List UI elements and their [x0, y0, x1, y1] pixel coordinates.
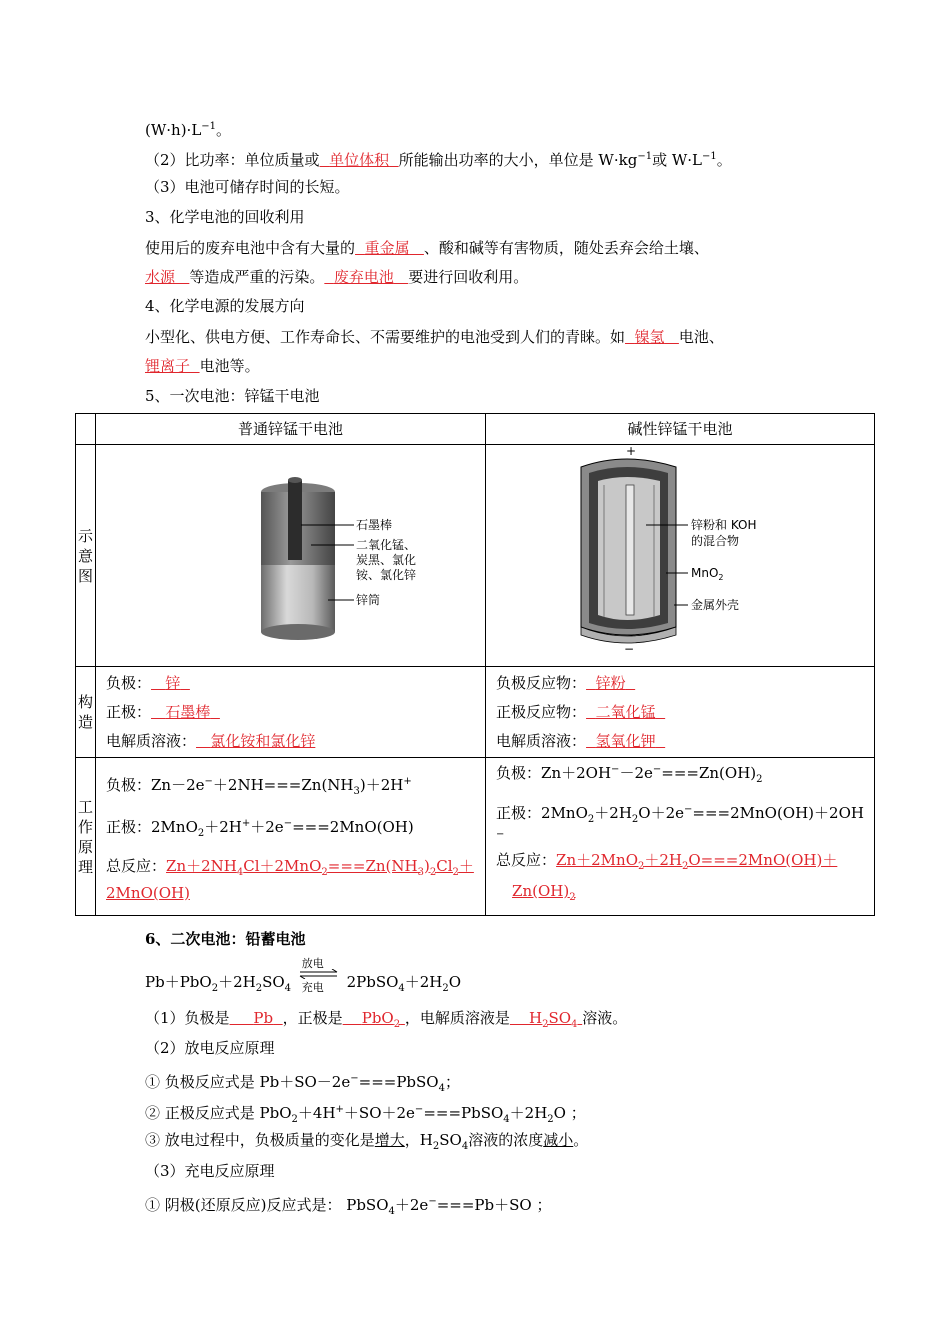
line-discharge-principle: （2）放电反应原理 [145, 1039, 275, 1057]
line-recycling-1: 使用后的废弃电池中含有大量的 重金属 、酸和碱等有害物质，随处丢弃会给土壤、 [145, 239, 709, 257]
alkaline-positive-reaction-charge: − [496, 829, 505, 840]
label-metal-shell: 金属外壳 [691, 598, 740, 612]
reversible-arrow: 放电 充电 [299, 970, 339, 996]
graphite-rod [288, 480, 302, 560]
table-row-structure [76, 667, 875, 758]
table-row-principle [76, 758, 875, 916]
ordinary-battery-diagram [96, 445, 474, 661]
ordinary-electrolyte: 电解质溶液： 氯化铵和氯化锌 [106, 732, 316, 750]
lead-acid-equation: $Pb+PbO_2+2H_2SO_4$ 放电 充电 $2PbSO_4+2H_2O$ [145, 957, 462, 994]
label-positive-terminal: + [626, 445, 637, 458]
table-header-empty [76, 414, 96, 445]
alkaline-principle-cell [486, 758, 875, 916]
alkaline-positive: 正极反应物： 二氧化锰 [496, 703, 656, 721]
current-collector [626, 485, 634, 615]
line-discharge-change: ③ 放电过程中，负极质量的变化是增大，$H_2SO_4$溶液的浓度减小。 [145, 1131, 589, 1152]
blank-heavy-metal: 重金属 [364, 239, 410, 257]
blank-nickel-hydrogen: 镍氢 [634, 328, 665, 346]
label-negative-terminal: − [624, 642, 635, 656]
row-label-principle: 工作 原理 [76, 758, 96, 916]
blank-lithium-ion: 锂离子 [145, 357, 191, 375]
heading-primary-battery: 5、一次电池：锌锰干电池 [145, 387, 320, 405]
row-label-structure: 构造 [76, 667, 96, 758]
table-row-diagram [76, 445, 875, 667]
line-positive-reaction: ② 正极反应式是 $PbO_2+4H^++SO+2e^-===PbSO_4+2H_2O$ ； [145, 1104, 586, 1125]
alkaline-battery-diagram-cell [486, 445, 875, 667]
ordinary-battery-diagram-cell [96, 445, 486, 667]
battery-comparison-table [75, 413, 875, 916]
line-cathode-reaction: ① 阴极(还原反应)反应式是： PbSO$_4$＋2e−===Pb＋SO ； [145, 1196, 552, 1217]
line-negative-reaction: ① 负极反应式是 Pb＋SO－2e−===PbSO$_4$； [145, 1073, 460, 1094]
label-carbon-black: 炭黑、氯化 [356, 553, 417, 567]
ordinary-negative: 负极： 锌 [106, 674, 181, 692]
row-label-diagram: 示意 图 [76, 445, 96, 667]
battery-bottom [261, 624, 335, 640]
line-development-1: 小型化、供电方便、工作寿命长、不需要维护的电池受到人们的青睐。如 镍氢 电池、 [145, 328, 724, 346]
heading-recycling: 3、化学电池的回收利用 [145, 208, 305, 226]
table-header-alkaline: 碱性锌锰干电池 [486, 414, 875, 445]
ordinary-total-reaction: 总反应：$Zn+2NH_4Cl+2MnO_2===Zn(NH_3)_2Cl_2+$ [106, 857, 474, 878]
blank-water-source: 水源 [145, 268, 176, 286]
label-zinc-can: 锌筒 [356, 593, 381, 607]
ordinary-positive: 正极： 石墨棒 [106, 703, 211, 721]
ordinary-negative-reaction: 负极：$Zn-2e^-+2NH===Zn(NH_3)+2H^+$ [106, 776, 412, 797]
line-storage-time: （3）电池可储存时间的长短。 [145, 178, 350, 196]
alkaline-total-reaction-cont: $Zn(OH)_2$ [512, 882, 576, 903]
label-mno2: 二氧化锰、 [356, 538, 417, 552]
ordinary-structure-cell [96, 667, 486, 758]
line-electrodes: （1）负极是 Pb ，正极是 PbO$_2$ ，电解质溶液是 $H_2SO_4$ 溶液。 [145, 1009, 628, 1030]
alkaline-negative-reaction: 负极：$Zn+2OH^--2e^-===Zn(OH)_2$ [496, 764, 763, 785]
line-recycling-2: 水源 等造成严重的污染。 废弃电池 要进行回收利用。 [145, 268, 529, 286]
alkaline-positive-reaction: 正极：$2MnO_2+2H_2O+2e^-===2MnO(OH)+2OH$ [496, 804, 864, 825]
line-energy-density-unit: $(W\cdot h)\cdot L^{-1}$。 [145, 121, 232, 139]
alkaline-negative: 负极反应物： 锌粉 [496, 674, 626, 692]
alkaline-electrolyte: 电解质溶液： 氢氧化钾 [496, 732, 656, 750]
label-mixture: 的混合物 [691, 534, 740, 548]
graphite-rod-top [288, 477, 302, 483]
heading-development: 4、化学电源的发展方向 [145, 297, 305, 315]
line-development-2: 锂离子 电池等。 [145, 357, 260, 375]
blank-unit-volume: 单位体积 [329, 151, 390, 169]
blank-waste-battery: 废弃电池 [333, 268, 394, 286]
ordinary-positive-reaction: 正极：2MnO$_2$＋2H+＋2e−===2MnO(OH) [106, 818, 414, 839]
alkaline-total-reaction: 总反应：$Zn+2MnO_2+2H_2O===2MnO(OH)+$ [496, 851, 838, 872]
label-mno2-alkaline: MnO$_2$ [691, 566, 724, 582]
label-ammonium-zinc: 铵、氯化锌 [356, 568, 417, 582]
line-charge-principle: （3）充电反应原理 [145, 1162, 275, 1180]
table-header-row [76, 414, 875, 445]
heading-secondary-battery: 6、二次电池：铅蓄电池 [145, 930, 306, 948]
alkaline-structure-cell [486, 667, 875, 758]
label-graphite-rod: 石墨棒 [356, 518, 393, 532]
zinc-can [261, 565, 335, 632]
ordinary-total-reaction-cont: 2MnO(OH) [106, 884, 190, 902]
table-header-ordinary: 普通锌锰干电池 [96, 414, 486, 445]
line-specific-power: （2）比功率：单位质量或 单位体积 所能输出功率的大小，单位是 $W\cdot kg^{-1}$或 $W\cdot L^{-1}$。 [145, 151, 732, 169]
ordinary-principle-cell [96, 758, 486, 916]
label-zinc-koh: 锌粉和 KOH [691, 518, 757, 532]
alkaline-battery-diagram [486, 445, 854, 661]
